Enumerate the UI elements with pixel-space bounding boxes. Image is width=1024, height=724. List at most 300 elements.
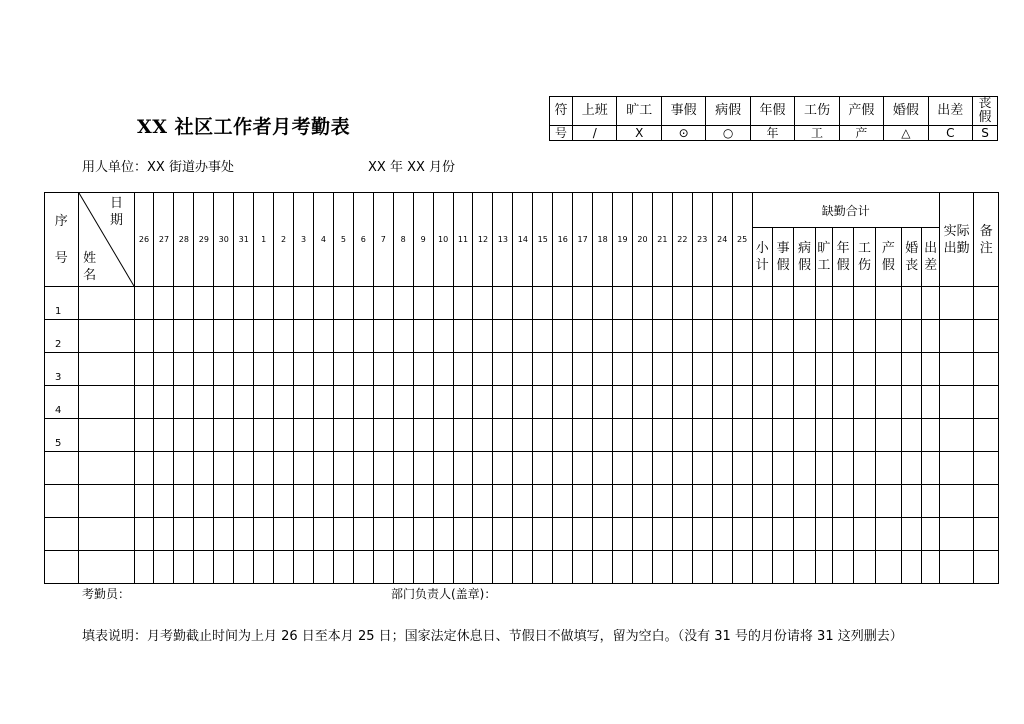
absence-column-header: 产假 [875, 228, 901, 287]
grid-cell [433, 485, 453, 518]
grid-cell [875, 518, 901, 551]
grid-cell [413, 485, 433, 518]
fill-instructions: 填表说明：月考勤截止时间为上月 26 日至本月 25 日；国家法定休息日、节假日不做填写，留为空白。（没有 31 号的月份请将 31 这列删去） [82, 629, 903, 644]
legend-symbol: 工 [795, 126, 839, 141]
grid-cell [373, 551, 393, 584]
grid-cell [413, 386, 433, 419]
grid-cell [553, 551, 573, 584]
grid-cell [234, 485, 254, 518]
absence-column-header: 小计 [752, 228, 772, 287]
grid-cell [974, 518, 999, 551]
legend-symbol: / [573, 126, 617, 141]
grid-cell [473, 518, 493, 551]
date-column-header: 7 [373, 193, 393, 287]
grid-cell [433, 518, 453, 551]
grid-cell [815, 452, 832, 485]
legend-name: 年假 [750, 97, 794, 126]
grid-cell [473, 485, 493, 518]
grid-cell [333, 518, 353, 551]
grid-cell [234, 353, 254, 386]
grid-cell [254, 485, 274, 518]
absence-column-header: 旷工 [815, 228, 832, 287]
grid-header-row [45, 193, 999, 228]
grid-cell [815, 386, 832, 419]
grid-cell [732, 386, 752, 419]
grid-cell [393, 386, 413, 419]
grid-cell [875, 386, 901, 419]
grid-cell [672, 287, 692, 320]
absence-column-header: 婚丧 [902, 228, 922, 287]
grid-cell [902, 485, 922, 518]
grid-cell [772, 452, 793, 485]
grid-cell [533, 287, 553, 320]
grid-cell [373, 353, 393, 386]
grid-cell [712, 320, 732, 353]
table-row [45, 485, 999, 518]
grid-cell [413, 518, 433, 551]
grid-cell [854, 353, 875, 386]
grid-cell [453, 287, 473, 320]
grid-cell [794, 320, 815, 353]
grid-cell [194, 485, 214, 518]
grid-cell [433, 386, 453, 419]
grid-cell [613, 287, 633, 320]
grid-cell [234, 551, 254, 584]
grid-cell [413, 287, 433, 320]
grid-cell [652, 485, 672, 518]
grid-cell [433, 419, 453, 452]
grid-cell [732, 287, 752, 320]
grid-cell [593, 353, 613, 386]
grid-cell [274, 287, 294, 320]
grid-cell [939, 518, 974, 551]
grid-cell [573, 419, 593, 452]
grid-cell [672, 452, 692, 485]
grid-cell [794, 485, 815, 518]
grid-cell [613, 518, 633, 551]
grid-cell [174, 386, 194, 419]
grid-cell [794, 452, 815, 485]
grid-cell [393, 353, 413, 386]
grid-cell [174, 551, 194, 584]
grid-cell [815, 320, 832, 353]
grid-cell [854, 287, 875, 320]
grid-cell [254, 452, 274, 485]
grid-cell [854, 419, 875, 452]
grid-cell [78, 353, 134, 386]
grid-cell [593, 419, 613, 452]
grid-cell [752, 386, 772, 419]
grid-cell [393, 320, 413, 353]
grid-cell [393, 551, 413, 584]
grid-cell [473, 551, 493, 584]
legend-name: 工伤 [795, 97, 839, 126]
date-column-header: 30 [214, 193, 234, 287]
grid-cell [854, 452, 875, 485]
grid-cell [692, 551, 712, 584]
grid-cell [692, 518, 712, 551]
grid-cell [234, 518, 254, 551]
grid-cell [613, 419, 633, 452]
grid-cell [154, 287, 174, 320]
grid-cell [294, 386, 314, 419]
grid-cell [413, 353, 433, 386]
grid-cell [393, 419, 413, 452]
grid-cell [353, 287, 373, 320]
grid-cell [832, 353, 853, 386]
grid-cell [453, 353, 473, 386]
grid-cell [712, 419, 732, 452]
legend-symbols-row [550, 126, 998, 141]
grid-cell [922, 386, 939, 419]
grid-cell [652, 287, 672, 320]
grid-cell [313, 287, 333, 320]
date-column-header: 31 [234, 193, 254, 287]
grid-cell [333, 386, 353, 419]
grid-cell [294, 452, 314, 485]
grid-cell [433, 320, 453, 353]
grid-cell [274, 551, 294, 584]
grid-cell [194, 320, 214, 353]
grid-cell [353, 386, 373, 419]
grid-cell [815, 551, 832, 584]
grid-cell [513, 551, 533, 584]
grid-cell [613, 551, 633, 584]
date-column-header: 6 [353, 193, 373, 287]
table-row [45, 518, 999, 551]
grid-cell [692, 320, 712, 353]
grid-cell [134, 287, 154, 320]
grid-cell [815, 287, 832, 320]
grid-cell [214, 287, 234, 320]
grid-cell [78, 419, 134, 452]
grid-cell [632, 485, 652, 518]
grid-cell [234, 287, 254, 320]
date-column-header: 19 [613, 193, 633, 287]
grid-cell [134, 485, 154, 518]
legend-name: 病假 [706, 97, 750, 126]
grid-cell [254, 353, 274, 386]
absence-column-header: 工伤 [854, 228, 875, 287]
grid-cell [373, 386, 393, 419]
grid-cell [134, 320, 154, 353]
date-name-header [78, 193, 134, 287]
grid-cell [593, 551, 613, 584]
grid-cell [473, 320, 493, 353]
grid-cell [313, 452, 333, 485]
grid-cell [78, 485, 134, 518]
grid-cell [854, 551, 875, 584]
grid-cell [393, 518, 413, 551]
grid-cell [413, 419, 433, 452]
legend-symbol: C [928, 126, 972, 141]
grid-cell [533, 353, 553, 386]
grid-cell [453, 419, 473, 452]
date-column-header: 14 [513, 193, 533, 287]
legend-symbol: ⊙ [661, 126, 705, 141]
grid-cell [513, 452, 533, 485]
grid-cell [772, 287, 793, 320]
grid-cell [493, 419, 513, 452]
grid-cell [78, 287, 134, 320]
grid-cell [294, 518, 314, 551]
grid-cell [922, 452, 939, 485]
grid-cell [254, 551, 274, 584]
grid-cell [573, 485, 593, 518]
grid-cell [533, 485, 553, 518]
grid-cell [712, 353, 732, 386]
grid-cell [922, 551, 939, 584]
grid-cell [513, 518, 533, 551]
grid-cell [832, 419, 853, 452]
grid-cell [732, 353, 752, 386]
grid-cell [313, 419, 333, 452]
grid-cell [234, 452, 254, 485]
attendance-clerk-label: 考勤员： [82, 587, 131, 601]
grid-cell [875, 485, 901, 518]
month-label: XX 年 XX 月份 [368, 160, 456, 175]
date-column-header: 3 [294, 193, 314, 287]
grid-cell [174, 485, 194, 518]
grid-cell [652, 320, 672, 353]
date-column-header: 12 [473, 193, 493, 287]
grid-cell [815, 419, 832, 452]
grid-cell [794, 353, 815, 386]
grid-cell [353, 551, 373, 584]
grid-cell [854, 386, 875, 419]
grid-cell [752, 353, 772, 386]
grid-cell [373, 419, 393, 452]
grid-cell [154, 419, 174, 452]
grid-cell [832, 485, 853, 518]
grid-cell [875, 320, 901, 353]
grid-cell [493, 518, 513, 551]
grid-cell [353, 320, 373, 353]
grid-cell [313, 353, 333, 386]
grid-cell [732, 452, 752, 485]
grid-cell [672, 485, 692, 518]
grid-cell [493, 353, 513, 386]
grid-cell [939, 386, 974, 419]
date-column-header: 15 [533, 193, 553, 287]
grid-cell [393, 287, 413, 320]
symbol-legend [549, 96, 998, 141]
grid-cell [154, 485, 174, 518]
dept-head-label: 部门负责人(盖章)： [391, 587, 497, 601]
grid-cell [794, 287, 815, 320]
grid-cell [632, 452, 652, 485]
employer-unit: 用人单位：XX 街道办事处 [82, 160, 234, 175]
grid-cell [513, 386, 533, 419]
grid-cell [902, 452, 922, 485]
grid-cell [632, 518, 652, 551]
grid-cell [875, 551, 901, 584]
grid-cell [533, 320, 553, 353]
grid-cell [553, 287, 573, 320]
grid-cell [294, 419, 314, 452]
grid-cell [274, 353, 294, 386]
grid-cell [772, 518, 793, 551]
grid-cell [433, 452, 453, 485]
grid-cell [533, 452, 553, 485]
grid-cell [613, 386, 633, 419]
date-column-header: 10 [433, 193, 453, 287]
date-column-header: 23 [692, 193, 712, 287]
grid-cell [593, 485, 613, 518]
legend-name: 事假 [661, 97, 705, 126]
grid-cell [473, 419, 493, 452]
grid-cell [573, 353, 593, 386]
grid-cell [453, 485, 473, 518]
grid-cell [353, 518, 373, 551]
grid-cell [875, 353, 901, 386]
grid-cell [373, 320, 393, 353]
grid-cell [154, 551, 174, 584]
grid-cell [752, 551, 772, 584]
grid-cell [815, 518, 832, 551]
grid-cell [712, 452, 732, 485]
grid-cell [493, 485, 513, 518]
grid-cell [333, 419, 353, 452]
grid-cell [632, 386, 652, 419]
grid-cell [939, 419, 974, 452]
grid-cell [732, 518, 752, 551]
grid-cell [513, 287, 533, 320]
grid-cell [752, 452, 772, 485]
grid-cell [672, 518, 692, 551]
grid-cell [854, 518, 875, 551]
grid-cell [752, 287, 772, 320]
grid-cell [214, 551, 234, 584]
grid-cell [294, 551, 314, 584]
table-row [45, 452, 999, 485]
grid-cell [78, 452, 134, 485]
grid-cell [939, 551, 974, 584]
date-column-header: 1 [254, 193, 274, 287]
grid-cell [974, 386, 999, 419]
absence-total-header: 缺勤合计 [752, 193, 939, 228]
legend-symbol: 产 [839, 126, 883, 141]
row-number [45, 518, 79, 551]
grid-cell [832, 452, 853, 485]
legend-symbol: 年 [750, 126, 794, 141]
legend-symbol: ○ [706, 126, 750, 141]
grid-cell [78, 551, 134, 584]
grid-cell [922, 518, 939, 551]
remarks-header: 备注 [974, 193, 999, 287]
grid-cell [922, 353, 939, 386]
legend-name: 婚假 [884, 97, 928, 126]
grid-cell [712, 386, 732, 419]
grid-cell [752, 518, 772, 551]
grid-cell [134, 386, 154, 419]
grid-cell [333, 353, 353, 386]
grid-cell [353, 452, 373, 485]
grid-cell [553, 452, 573, 485]
grid-cell [672, 353, 692, 386]
grid-cell [214, 452, 234, 485]
grid-cell [939, 287, 974, 320]
legend-head-bottom: 号 [550, 126, 573, 141]
grid-cell [772, 320, 793, 353]
grid-cell [573, 386, 593, 419]
grid-cell [453, 320, 473, 353]
page-title: XX 社区工作者月考勤表 [137, 116, 351, 138]
grid-cell [274, 419, 294, 452]
grid-cell [752, 419, 772, 452]
grid-cell [333, 551, 353, 584]
grid-cell [652, 386, 672, 419]
row-number [45, 452, 79, 485]
date-column-header: 21 [652, 193, 672, 287]
grid-cell [333, 485, 353, 518]
grid-cell [772, 485, 793, 518]
table-row [45, 287, 999, 320]
grid-cell [692, 485, 712, 518]
grid-cell [712, 287, 732, 320]
grid-cell [613, 452, 633, 485]
grid-cell [902, 419, 922, 452]
grid-cell [752, 485, 772, 518]
grid-cell [214, 518, 234, 551]
grid-cell [493, 386, 513, 419]
grid-cell [652, 452, 672, 485]
grid-cell [939, 320, 974, 353]
grid-cell [453, 386, 473, 419]
grid-cell [939, 452, 974, 485]
grid-cell [294, 353, 314, 386]
grid-cell [974, 452, 999, 485]
grid-cell [473, 353, 493, 386]
grid-cell [553, 386, 573, 419]
grid-cell [732, 320, 752, 353]
grid-cell [922, 287, 939, 320]
date-column-header: 20 [632, 193, 652, 287]
grid-cell [78, 386, 134, 419]
grid-cell [922, 419, 939, 452]
grid-cell [274, 320, 294, 353]
grid-cell [613, 320, 633, 353]
legend-head-top: 符 [550, 97, 573, 126]
grid-cell [553, 320, 573, 353]
grid-cell [313, 485, 333, 518]
grid-cell [194, 518, 214, 551]
grid-cell [974, 320, 999, 353]
grid-cell [672, 419, 692, 452]
row-number [45, 551, 79, 584]
grid-cell [453, 551, 473, 584]
grid-cell [939, 485, 974, 518]
grid-cell [732, 419, 752, 452]
grid-cell [692, 353, 712, 386]
grid-cell [174, 419, 194, 452]
grid-cell [593, 386, 613, 419]
grid-cell [174, 518, 194, 551]
legend-symbol: X [617, 126, 661, 141]
grid-cell [854, 485, 875, 518]
grid-cell [632, 551, 652, 584]
grid-cell [353, 485, 373, 518]
grid-cell [832, 287, 853, 320]
grid-cell [493, 452, 513, 485]
grid-cell [313, 518, 333, 551]
grid-cell [902, 320, 922, 353]
seq-header [45, 193, 79, 287]
grid-cell [373, 518, 393, 551]
grid-cell [902, 518, 922, 551]
table-row [45, 386, 999, 419]
grid-cell [393, 452, 413, 485]
